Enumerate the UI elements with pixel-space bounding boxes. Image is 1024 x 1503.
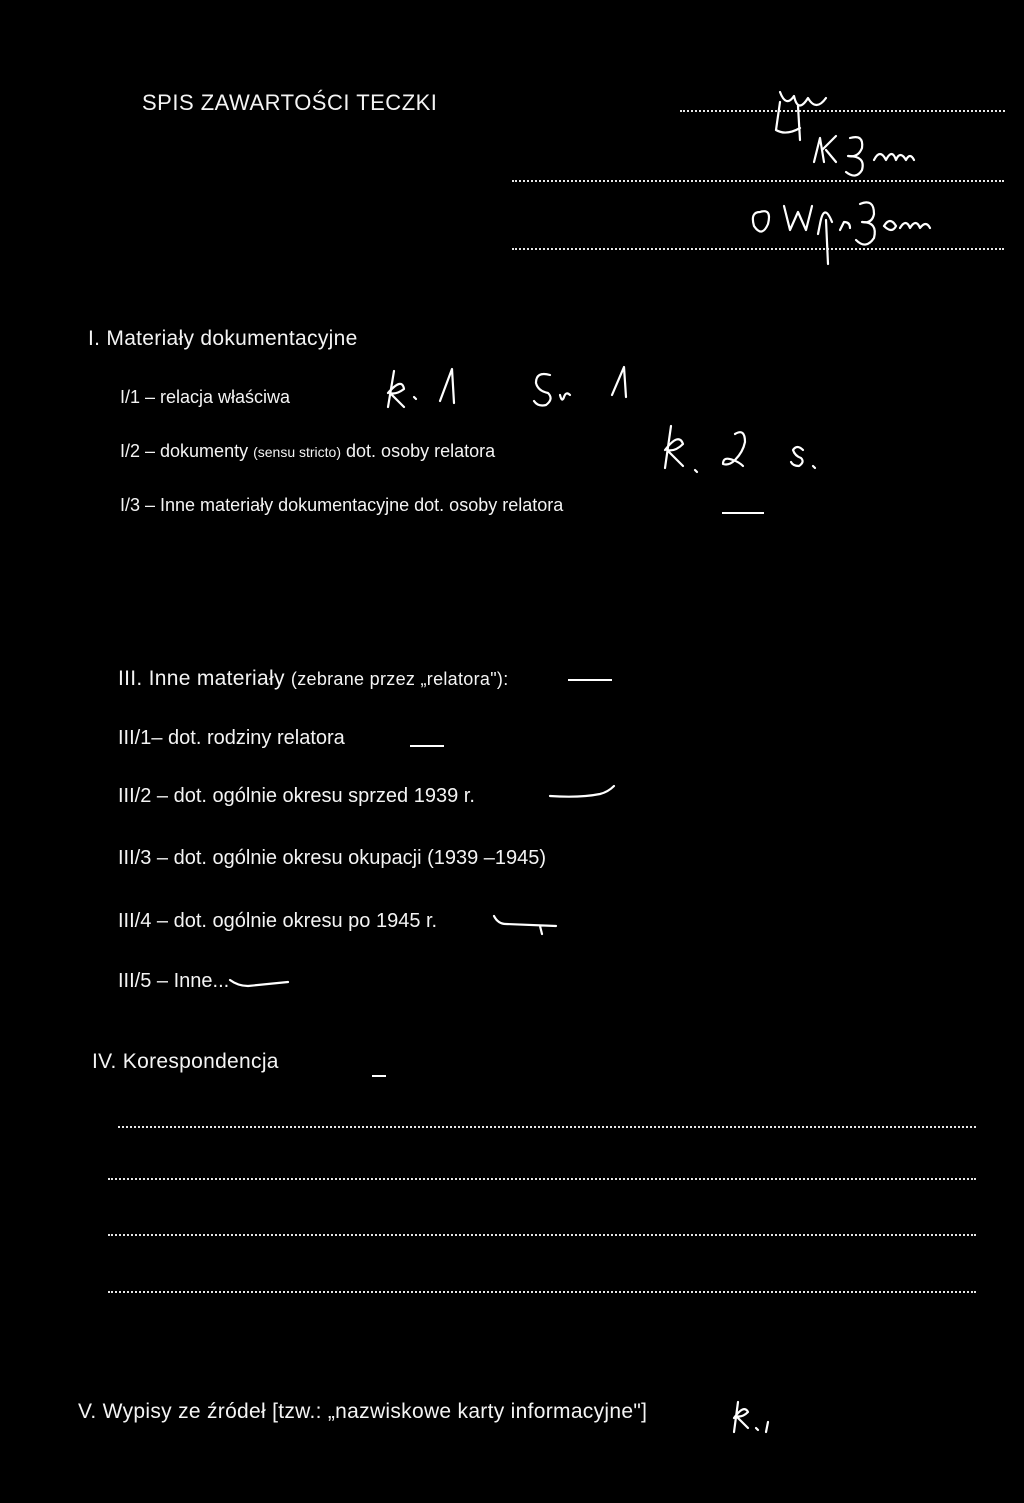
item-1-2-label xyxy=(120,441,495,462)
section-3-main: III. Inne materiały xyxy=(118,667,285,690)
item-3-4-dash xyxy=(492,912,562,936)
handwritten-section-5-mark xyxy=(728,1396,788,1436)
item-3-5-dash xyxy=(228,972,298,992)
item-1-2-main: I/2 – dokumenty xyxy=(120,441,249,461)
section-4-dash xyxy=(372,1075,386,1077)
handwritten-header-annotation xyxy=(740,80,1020,280)
item-3-2-label: III/2 – dot. ogólnie okresu sprzed 1939 r. xyxy=(118,785,475,807)
handwritten-item-1-2-mark xyxy=(655,420,855,480)
document-title: SPIS ZAWARTOŚCI TECZKI xyxy=(142,90,438,115)
section-4-heading: IV. Korespondencja xyxy=(92,1050,279,1073)
item-3-1-dash xyxy=(410,745,444,747)
item-3-2-dash xyxy=(548,784,618,804)
correspondence-line-3 xyxy=(108,1234,976,1236)
section-1-heading: I. Materiały dokumentacyjne xyxy=(88,327,358,350)
handwritten-item-1-1-mark xyxy=(380,365,640,415)
correspondence-line-2 xyxy=(108,1178,976,1180)
item-1-3-label: I/3 – Inne materiały dokumentacyjne dot. osoby relatora xyxy=(120,495,564,515)
correspondence-line-1 xyxy=(118,1126,976,1128)
item-3-5-label: III/5 – Inne... xyxy=(118,970,230,992)
item-1-1-label: I/1 – relacja właściwa xyxy=(120,387,291,407)
item-1-3-dash xyxy=(722,512,764,514)
section-3-small: (zebrane przez „relatora"): xyxy=(290,669,509,689)
item-3-3-label: III/3 – dot. ogólnie okresu okupacji (1939 –1945) xyxy=(118,847,547,869)
correspondence-line-4 xyxy=(108,1291,976,1293)
item-1-2-tail: dot. osoby relatora xyxy=(346,441,496,461)
section-3-dash xyxy=(568,679,612,681)
item-3-1-label: III/1– dot. rodziny relatora xyxy=(118,727,345,749)
item-1-2-small: (sensu stricto) xyxy=(253,444,342,460)
section-3-heading xyxy=(118,667,509,691)
item-3-4-label: III/4 – dot. ogólnie okresu po 1945 r. xyxy=(118,910,438,932)
section-5-heading: V. Wypisy ze źródeł [tzw.: „nazwiskowe karty informacyjne"] xyxy=(78,1400,648,1423)
